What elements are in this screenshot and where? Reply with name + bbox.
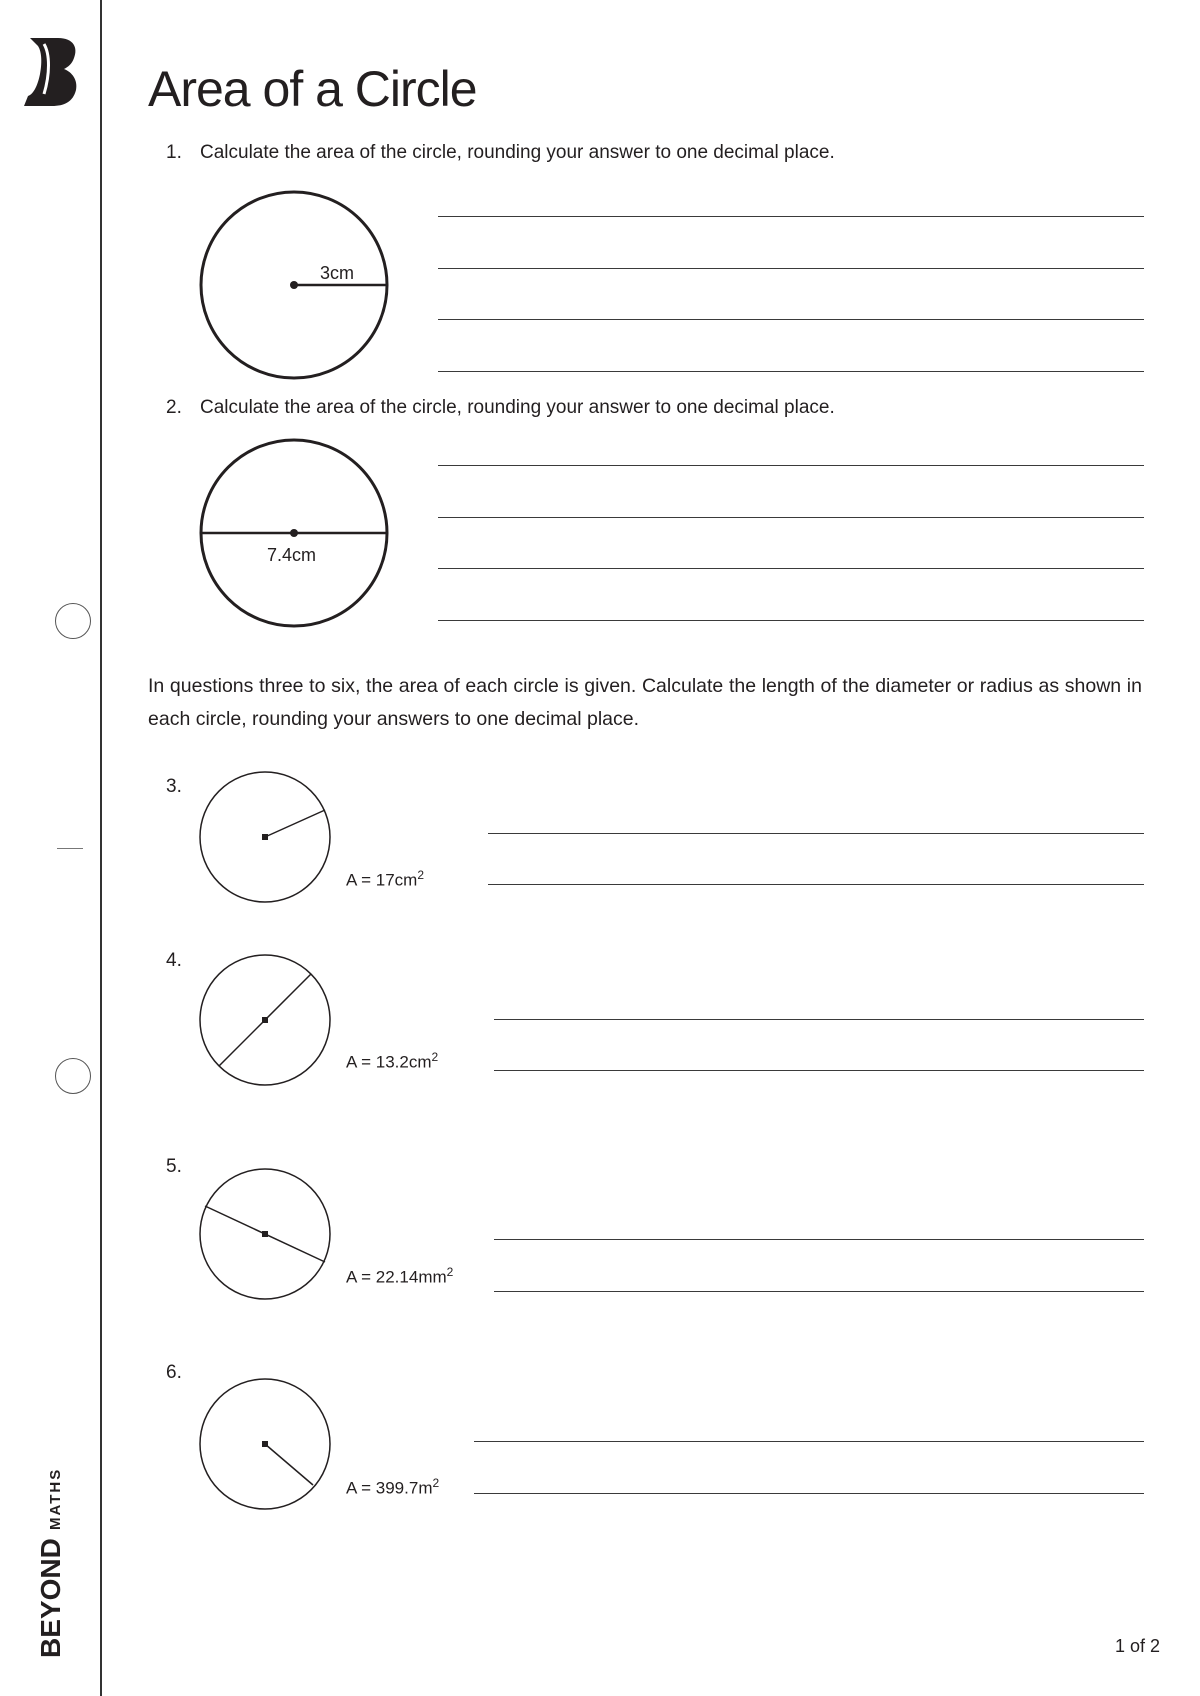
q1-radius-label: 3cm (320, 263, 355, 283)
q2-text: Calculate the area of the circle, rounding your answer to one decimal place. (200, 397, 835, 418)
q2-diameter-label: 7.4cm (267, 545, 317, 565)
q4-number: 4. (166, 950, 182, 971)
q2-circle-diagram (190, 434, 400, 634)
q3-area-exponent: 2 (417, 868, 425, 882)
q3-number: 3. (166, 776, 182, 797)
q5-circle-diagram (195, 1166, 335, 1306)
q1-answer-line-4[interactable] (438, 371, 1144, 372)
q2-answer-line-3[interactable] (438, 568, 1144, 569)
q3-area-text: A = 17cm (346, 870, 418, 890)
page-title: Area of a Circle (148, 61, 477, 117)
q3-area-label (346, 868, 424, 891)
q6-area-exponent: 2 (432, 1476, 440, 1490)
q1-circle-diagram (190, 185, 400, 385)
brand-wordmark (30, 1430, 70, 1660)
q5-area-exponent: 2 (446, 1265, 454, 1279)
q1-answer-line-1[interactable] (438, 216, 1144, 217)
q5-answer-line-2[interactable] (494, 1291, 1144, 1292)
q5-area-text: A = 22.14mm (346, 1267, 447, 1287)
q2-answer-line-4[interactable] (438, 620, 1144, 621)
q2-answer-line-2[interactable] (438, 517, 1144, 518)
q4-circle-diagram (195, 951, 335, 1091)
brand-word-maths: MATHS (47, 1467, 64, 1530)
q1-text: Calculate the area of the circle, rounding your answer to one decimal place. (200, 142, 835, 163)
q4-area-label (346, 1050, 438, 1073)
q4-area-exponent: 2 (431, 1050, 439, 1064)
instructions-paragraph: In questions three to six, the area of each circle is given. Calculate the length of the diameter or radius as shown in each circle, rounding your answers to one decimal place. (148, 675, 1142, 730)
q6-area-label (346, 1476, 439, 1499)
q6-answer-line-2[interactable] (474, 1493, 1144, 1494)
brand-word-beyond: BEYOND (35, 1538, 66, 1658)
q4-answer-line-2[interactable] (494, 1070, 1144, 1071)
q6-area-text: A = 399.7m (346, 1478, 433, 1498)
q4-area-text: A = 13.2cm (346, 1052, 432, 1072)
q6-number: 6. (166, 1362, 182, 1383)
punch-hole-lower (55, 1058, 91, 1094)
margin-rule (100, 0, 102, 1696)
q3-answer-line-2[interactable] (488, 884, 1144, 885)
q6-answer-line-1[interactable] (474, 1441, 1144, 1442)
punch-hole-upper (55, 603, 91, 639)
beyond-logo-icon (24, 34, 80, 108)
q1-answer-line-3[interactable] (438, 319, 1144, 320)
q3-circle-diagram (195, 768, 335, 908)
q5-number: 5. (166, 1156, 182, 1177)
margin-tick (57, 848, 83, 849)
q2-answer-line-1[interactable] (438, 465, 1144, 466)
page-number: 1 of 2 (1114, 1636, 1160, 1656)
q1-answer-line-2[interactable] (438, 268, 1144, 269)
q4-answer-line-1[interactable] (494, 1019, 1144, 1020)
q3-answer-line-1[interactable] (488, 833, 1144, 834)
q2-number: 2. (166, 397, 182, 418)
q1-number: 1. (166, 142, 182, 163)
q5-area-label (346, 1265, 453, 1288)
q5-answer-line-1[interactable] (494, 1239, 1144, 1240)
q6-circle-diagram (195, 1375, 335, 1515)
